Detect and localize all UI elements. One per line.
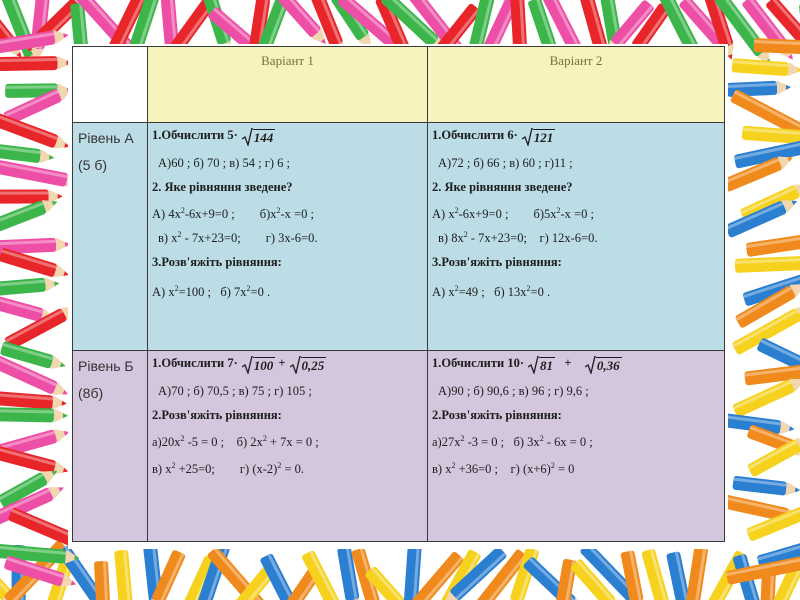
task-1-text: 1.Обчислити 5· [152,128,238,142]
radical-sign-icon [585,356,596,374]
task-1-answers: А)90 ; б) 90,6 ; в) 96 ; г) 9,6 ; [438,384,589,398]
sqrt-expression [585,356,622,374]
task-1-text: 1.Обчислити 10· [432,356,525,370]
level-b-variant-1-cell [148,351,428,542]
task-1-text: 1.Обчислити 7· [152,356,238,370]
radical-sign-icon [242,356,253,374]
sqrt-expression [528,356,555,374]
task-2-options-line-2: в) $8x^2 - 7x+23=0$; г) 12x-6=0. [438,230,598,246]
task-1-line [152,127,423,147]
level-a-label-cell [73,123,148,351]
pencil-icon [746,230,800,257]
task-1-line [432,127,720,147]
task-3-equations: А) $x^2=100$ ; б) $7x^2=0$ . [152,284,271,300]
pencil-icon [0,143,55,165]
task-2-question: 2. Яке рівняння зведене? [152,180,293,194]
task-1-answers: А)70 ; б) 70,5 ; в) 75 ; г) 105 ; [158,384,312,398]
task-2-options-line-1: А) $4x^2-6x+9=0$ ; $б)x^2-x =0$ ; [152,206,314,222]
level-a-variant-1-cell [148,123,428,351]
level-b-row [73,351,725,542]
pencil-icon [735,255,800,273]
task-2-question: 2. Яке рівняння зведене? [432,180,573,194]
sqrt-argument: 144 [253,130,274,145]
task-2-question: 2.Розв'яжіть рівняння: [152,408,282,422]
sqrt-argument: 81 [540,358,554,373]
level-b-label: Рівень Б [78,358,134,374]
task-1-line [152,355,423,375]
task-2-question: 2.Розв'яжіть рівняння: [432,408,562,422]
pencil-icon [94,561,112,600]
level-b-label-cell [73,351,148,542]
pencil-icon [732,476,800,498]
task-3-equations: А) $x^2=49$ ; б) $13x^2=0$ . [432,284,551,300]
level-a-variant-2-cell [428,123,725,351]
plus-sign: + [278,356,286,370]
radical-sign-icon [242,128,253,146]
task-1-line [432,355,720,375]
table-header-row [73,47,725,123]
task-1-answers: А)60 ; б) 70 ; в) 54 ; г) 6 ; [158,156,290,170]
radical-sign-icon [522,128,533,146]
sqrt-expression [242,128,276,146]
header-empty-cell [73,47,148,123]
pencil-icon [754,38,800,55]
level-b-points: (8б) [78,385,104,401]
sqrt-argument: 0,36 [596,358,620,373]
pencil-icon [0,276,60,296]
pencil-icon [114,550,134,600]
task-2-equations-line-1: $а)20x^2$ -5 = 0 ; б) $2x^2 + 7x = 0$ ; [152,434,319,450]
task-2-options-line-2: в) $x^2 - 7x+23=0$; г) 3x-6=0. [158,230,318,246]
radical-sign-icon [528,356,539,374]
level-a-points: (5 б) [78,157,108,173]
radical-sign-icon [290,356,301,374]
task-1-answers: А)72 ; б) 66 ; в) 60 ; г)11 ; [438,156,573,170]
pencil-icon [0,56,72,71]
pencil-icon [732,58,800,77]
task-3-question: 3.Розв'яжіть рівняння: [432,255,562,269]
plus-sign: + [564,356,572,370]
sqrt-argument: 121 [533,130,554,145]
header-variant-2: Варіант 2 [428,47,725,123]
task-1-text: 1.Обчислити 6· [432,128,518,142]
task-2-options-line-1: А) $x^2-6x+9=0$ ; $б)5x^2-x =0$ ; [432,206,594,222]
test-variants-table [72,46,725,542]
level-a-label: Рівень А [78,130,134,146]
sqrt-expression [242,356,276,374]
task-2-equations-line-2: в) $x^2 +25=0$; г) $(x-2)^2 = 0$. [152,461,304,477]
sqrt-expression [290,356,327,374]
pencil-icon [0,407,68,422]
sqrt-expression [522,128,556,146]
sqrt-argument: 0,25 [301,358,325,373]
pencil-icon [402,541,422,600]
task-2-equations-line-2: в) $x^2 +36=0$ ; г) $(x+6)^2 = 0$ [432,461,575,477]
level-b-variant-2-cell [428,351,725,542]
header-variant-1: Варіант 1 [148,47,428,123]
task-2-equations-line-1: $а)27x^2$ -3 = 0 ; б) $3x^2 - 6x = 0$ ; [432,434,593,450]
task-3-question: 3.Розв'яжіть рівняння: [152,255,282,269]
level-a-row [73,123,725,351]
sqrt-argument: 100 [253,358,274,373]
